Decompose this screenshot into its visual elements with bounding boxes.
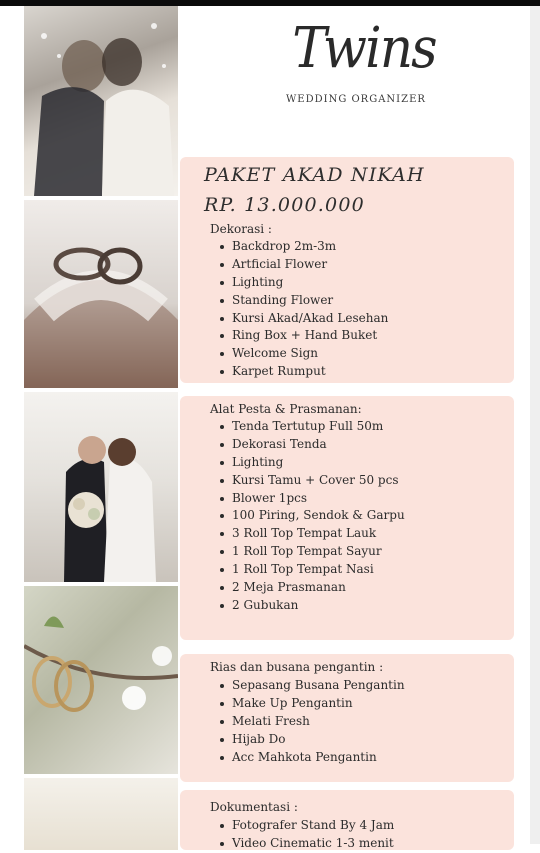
item-list (210, 677, 405, 766)
list-item: Fotografer Stand By 4 Jam (210, 817, 394, 835)
list-item: Blower 1pcs (210, 490, 405, 508)
list-item: Backdrop 2m-3m (210, 238, 388, 256)
brand-logo (240, 10, 450, 110)
right-edge-strip (530, 6, 540, 844)
photo-couple-kiss (24, 392, 178, 582)
list-item: 1 Roll Top Tempat Nasi (210, 561, 405, 579)
list-item: 2 Meja Prasmanan (210, 579, 405, 597)
list-item: Melati Fresh (210, 713, 405, 731)
list-item: Dekorasi Tenda (210, 436, 405, 454)
list-item: Kursi Akad/Akad Lesehan (210, 310, 388, 328)
photo-rings-on-branch (24, 586, 178, 774)
list-item: Lighting (210, 274, 388, 292)
section-heading: Dekorasi : (210, 222, 272, 236)
list-item: Lighting (210, 454, 405, 472)
photo-couple-embrace (24, 6, 178, 196)
item-list (210, 238, 388, 381)
list-item: Karpet Rumput (210, 363, 388, 381)
list-item: Tenda Tertutup Full 50m (210, 418, 405, 436)
item-list (210, 418, 405, 615)
list-item: 2 Gubukan (210, 597, 405, 615)
logo-script: Twins (292, 16, 436, 81)
logo-tagline: WEDDING ORGANIZER (286, 94, 426, 105)
list-item: Welcome Sign (210, 345, 388, 363)
list-item: 1 Roll Top Tempat Sayur (210, 543, 405, 561)
list-item: Sepasang Busana Pengantin (210, 677, 405, 695)
photo-rings-on-book (24, 200, 178, 388)
list-item: Standing Flower (210, 292, 388, 310)
list-item: Make Up Pengantin (210, 695, 405, 713)
list-item: Video Cinematic 1-3 menit (210, 835, 394, 853)
list-item: Acc Mahkota Pengantin (210, 749, 405, 767)
package-price: RP. 13.000.000 (204, 194, 365, 216)
photo-wedding-detail (24, 778, 178, 850)
list-item: Kursi Tamu + Cover 50 pcs (210, 472, 405, 490)
list-item: Ring Box + Hand Buket (210, 327, 388, 345)
section-heading: Rias dan busana pengantin : (210, 660, 384, 674)
list-item: 3 Roll Top Tempat Lauk (210, 525, 405, 543)
photo-column (24, 6, 178, 844)
list-item: Artficial Flower (210, 256, 388, 274)
section-heading: Alat Pesta & Prasmanan: (210, 402, 362, 416)
section-heading: Dokumentasi : (210, 800, 298, 814)
list-item: Hijab Do (210, 731, 405, 749)
package-title: PAKET AKAD NIKAH (204, 164, 425, 186)
list-item: 100 Piring, Sendok & Garpu (210, 507, 405, 525)
item-list (210, 817, 394, 853)
